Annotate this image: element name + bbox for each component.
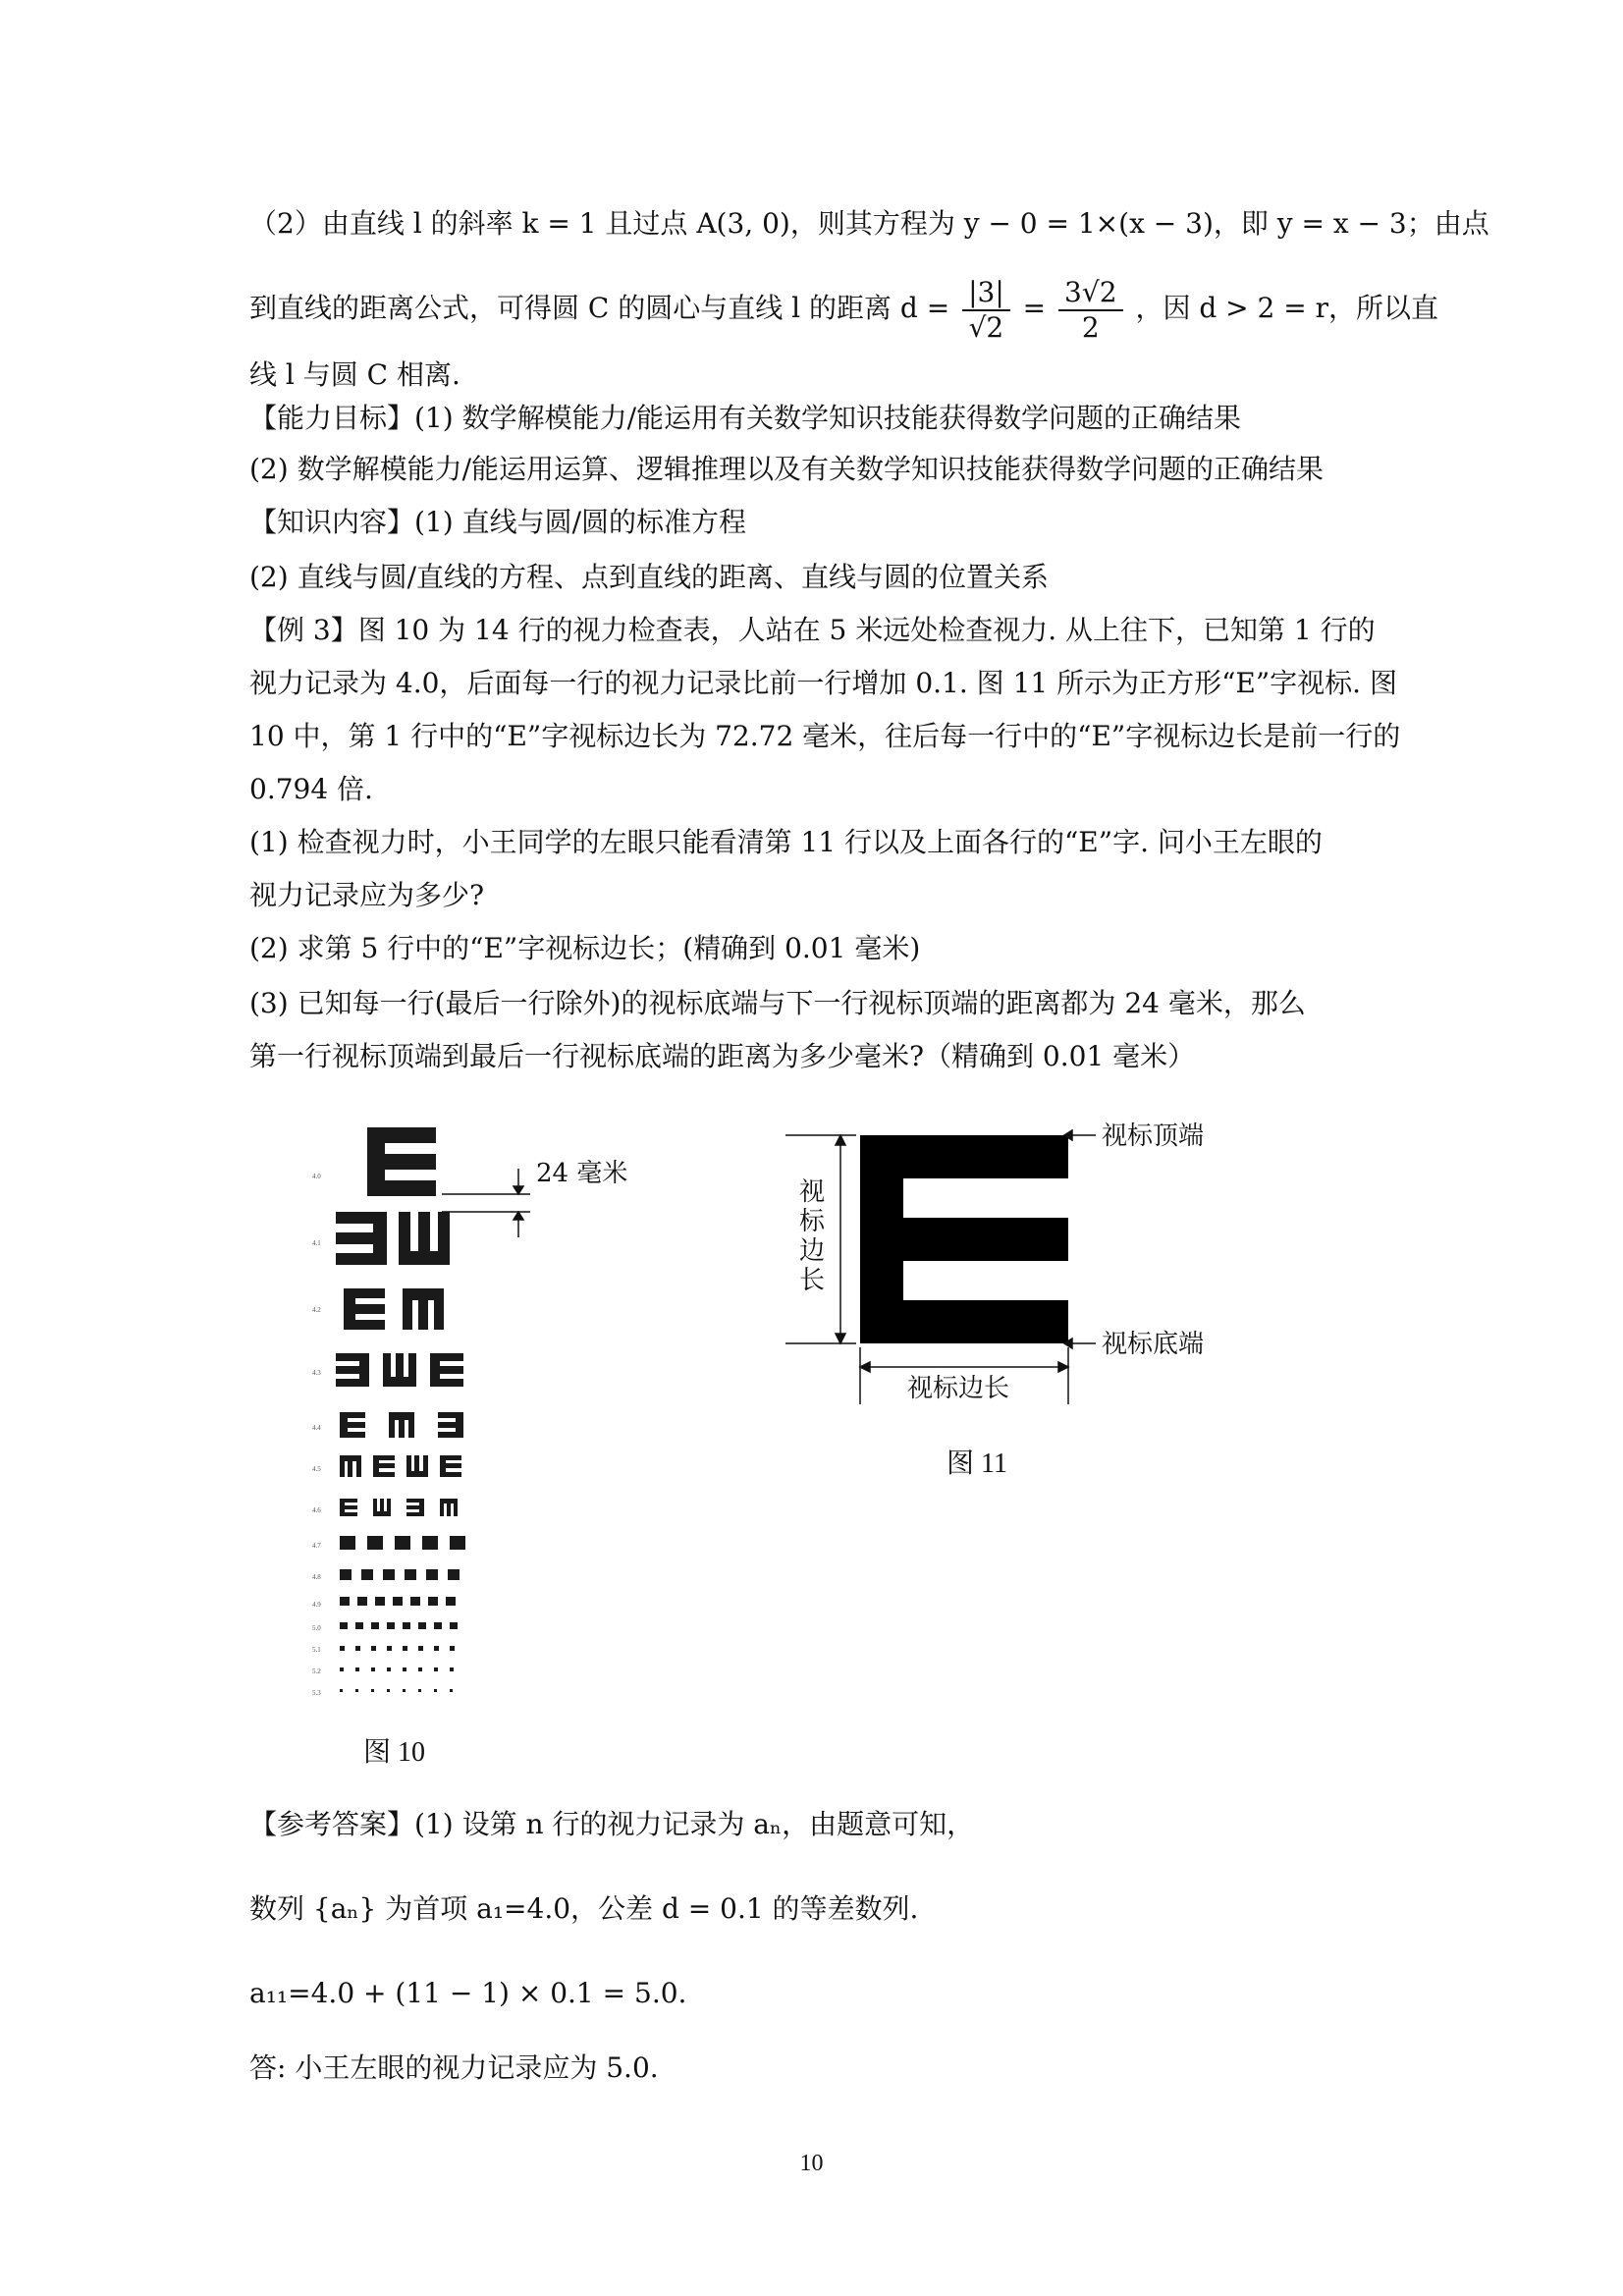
row-labels: [312, 1173, 321, 1697]
optotype-row: [340, 1689, 453, 1692]
figure-11-optotype-diagram: [785, 1110, 1257, 1434]
row-label: 4.4: [312, 1424, 321, 1432]
optotype-e: [438, 1412, 463, 1438]
fraction-numerator: |3|: [962, 276, 1010, 311]
label-side: 视: [799, 1177, 826, 1207]
optotype-row: [340, 1499, 458, 1516]
row-label: 4.3: [312, 1369, 321, 1377]
knowledge-content-line: 【知识内容】(1) 直线与圆/圆的标准方程: [249, 506, 746, 538]
label-width: 视标边长: [907, 1374, 1010, 1403]
text-line: 视力记录为 4.0，后面每一行的视力记录比前一行增加 0.1. 图 11 所示为正方形“E”字视标. 图: [249, 667, 1397, 699]
answer-heading-line: 【参考答案】(1) 设第 n 行的视力记录为 aₙ，由题意可知，: [249, 1808, 975, 1840]
optotype-e: [383, 1353, 416, 1387]
row-label: 4.2: [312, 1306, 321, 1314]
label-bottom: 视标底端: [1102, 1330, 1205, 1359]
optotype-row: [340, 1622, 458, 1629]
fraction: [962, 276, 1010, 345]
text-segment: ，因 d > 2 = r，所以直: [1135, 292, 1438, 324]
optotype-e-large: [860, 1135, 1068, 1343]
label-side: 边: [799, 1236, 826, 1266]
question-1-line: (1) 检查视力时，小王同学的左眼只能看清第 11 行以及上面各行的“E”字. 问小王左眼的: [249, 826, 1323, 858]
optotype-e: [336, 1353, 369, 1387]
ability-goal-line: 【能力目标】(1) 数学解模能力/能运用有关数学知识技能获得数学问题的正确结果: [249, 402, 1242, 434]
optotype-row: [340, 1597, 456, 1606]
text-line: 0.794 倍.: [249, 773, 373, 805]
row-label: 4.7: [312, 1542, 321, 1550]
optotype-e: [399, 1212, 450, 1265]
optotype-e: [389, 1412, 414, 1438]
text-line: 10 中，第 1 行中的“E”字视标边长为 72.72 毫米，往后每一行中的“E”字视标边长是前一行的: [249, 720, 1401, 752]
question-2-line: (2) 求第 5 行中的“E”字视标边长；(精确到 0.01 毫米): [249, 932, 921, 964]
text-line: (2) 直线与圆/直线的方程、点到直线的距离、直线与圆的位置关系: [249, 561, 1049, 593]
row-label: 5.2: [312, 1667, 321, 1675]
figure-10-caption: 图 10: [363, 1737, 426, 1768]
distance-label: 24 毫米: [536, 1159, 628, 1188]
row-label: 4.5: [312, 1465, 321, 1473]
text-line: (2) 数学解模能力/能运用运算、逻辑推理以及有关数学知识技能获得数学问题的正确结果: [249, 453, 1325, 485]
row-label: 5.1: [312, 1646, 321, 1654]
text-line: 视力记录应为多少?: [249, 879, 485, 911]
example-heading-line: 【例 3】图 10 为 14 行的视力检查表，人站在 5 米远处检查视力. 从上往下，已知第 1 行的: [249, 614, 1376, 646]
optotype-e: [344, 1288, 385, 1330]
equals-sign: =: [1022, 292, 1047, 324]
answer-line: 数列 {aₙ} 为首项 a₁=4.0，公差 d = 0.1 的等差数列.: [249, 1892, 919, 1925]
row-label: 4.1: [312, 1239, 321, 1247]
row-label: 4.9: [312, 1601, 321, 1609]
figure-10-eye-chart: [304, 1110, 658, 1728]
distance-annotation: [442, 1169, 530, 1237]
text-segment: 到直线的距离公式，可得圆 C 的圆心与直线 l 的距离 d =: [249, 292, 950, 324]
optotype-e: [336, 1212, 387, 1265]
figure-11-caption: 图 11: [947, 1449, 1007, 1479]
row-label: 5.0: [312, 1624, 321, 1632]
page-number: 10: [799, 2151, 824, 2176]
optotype-e: [340, 1412, 365, 1438]
optotype-e: [430, 1353, 463, 1387]
text-line: 线 l 与圆 C 相离.: [249, 358, 460, 391]
optotype-row: [340, 1455, 461, 1477]
fraction-denominator: √2: [968, 310, 1004, 344]
row-label: 4.8: [312, 1573, 321, 1581]
question-3-line: (3) 已知每一行(最后一行除外)的视标底端与下一行视标顶端的距离都为 24 毫米，那么: [249, 987, 1306, 1019]
fraction-denominator: 2: [1081, 310, 1100, 344]
label-top: 视标顶端: [1102, 1121, 1205, 1151]
row-label: 4.6: [312, 1506, 321, 1514]
label-side: 长: [799, 1266, 826, 1295]
text-line: （2）由直线 l 的斜率 k = 1 且过点 A(3, 0)，则其方程为 y − 0 = 1×(x − 3)，即 y = x − 3；由点: [249, 207, 1489, 240]
optotype-e: [367, 1127, 436, 1196]
distance-formula-line: [249, 267, 1438, 350]
optotype-row: [340, 1569, 460, 1580]
optotype-row: [340, 1536, 465, 1550]
row-label: 4.0: [312, 1173, 321, 1180]
optotype-e: [403, 1288, 444, 1330]
text-line: 第一行视标顶端到最后一行视标底端的距离为多少毫米?（精确到 0.01 毫米）: [249, 1040, 1196, 1072]
fraction: [1058, 276, 1122, 345]
optotype-row: [340, 1646, 455, 1651]
label-side: 标: [799, 1207, 826, 1236]
answer-formula-line: a₁₁=4.0 + (11 − 1) × 0.1 = 5.0.: [249, 1977, 687, 2009]
optotype-row: [340, 1667, 454, 1671]
fraction-numerator: 3√2: [1058, 276, 1122, 311]
row-label: 5.3: [312, 1689, 321, 1697]
answer-conclusion-line: 答: 小王左眼的视力记录应为 5.0.: [249, 2051, 659, 2084]
